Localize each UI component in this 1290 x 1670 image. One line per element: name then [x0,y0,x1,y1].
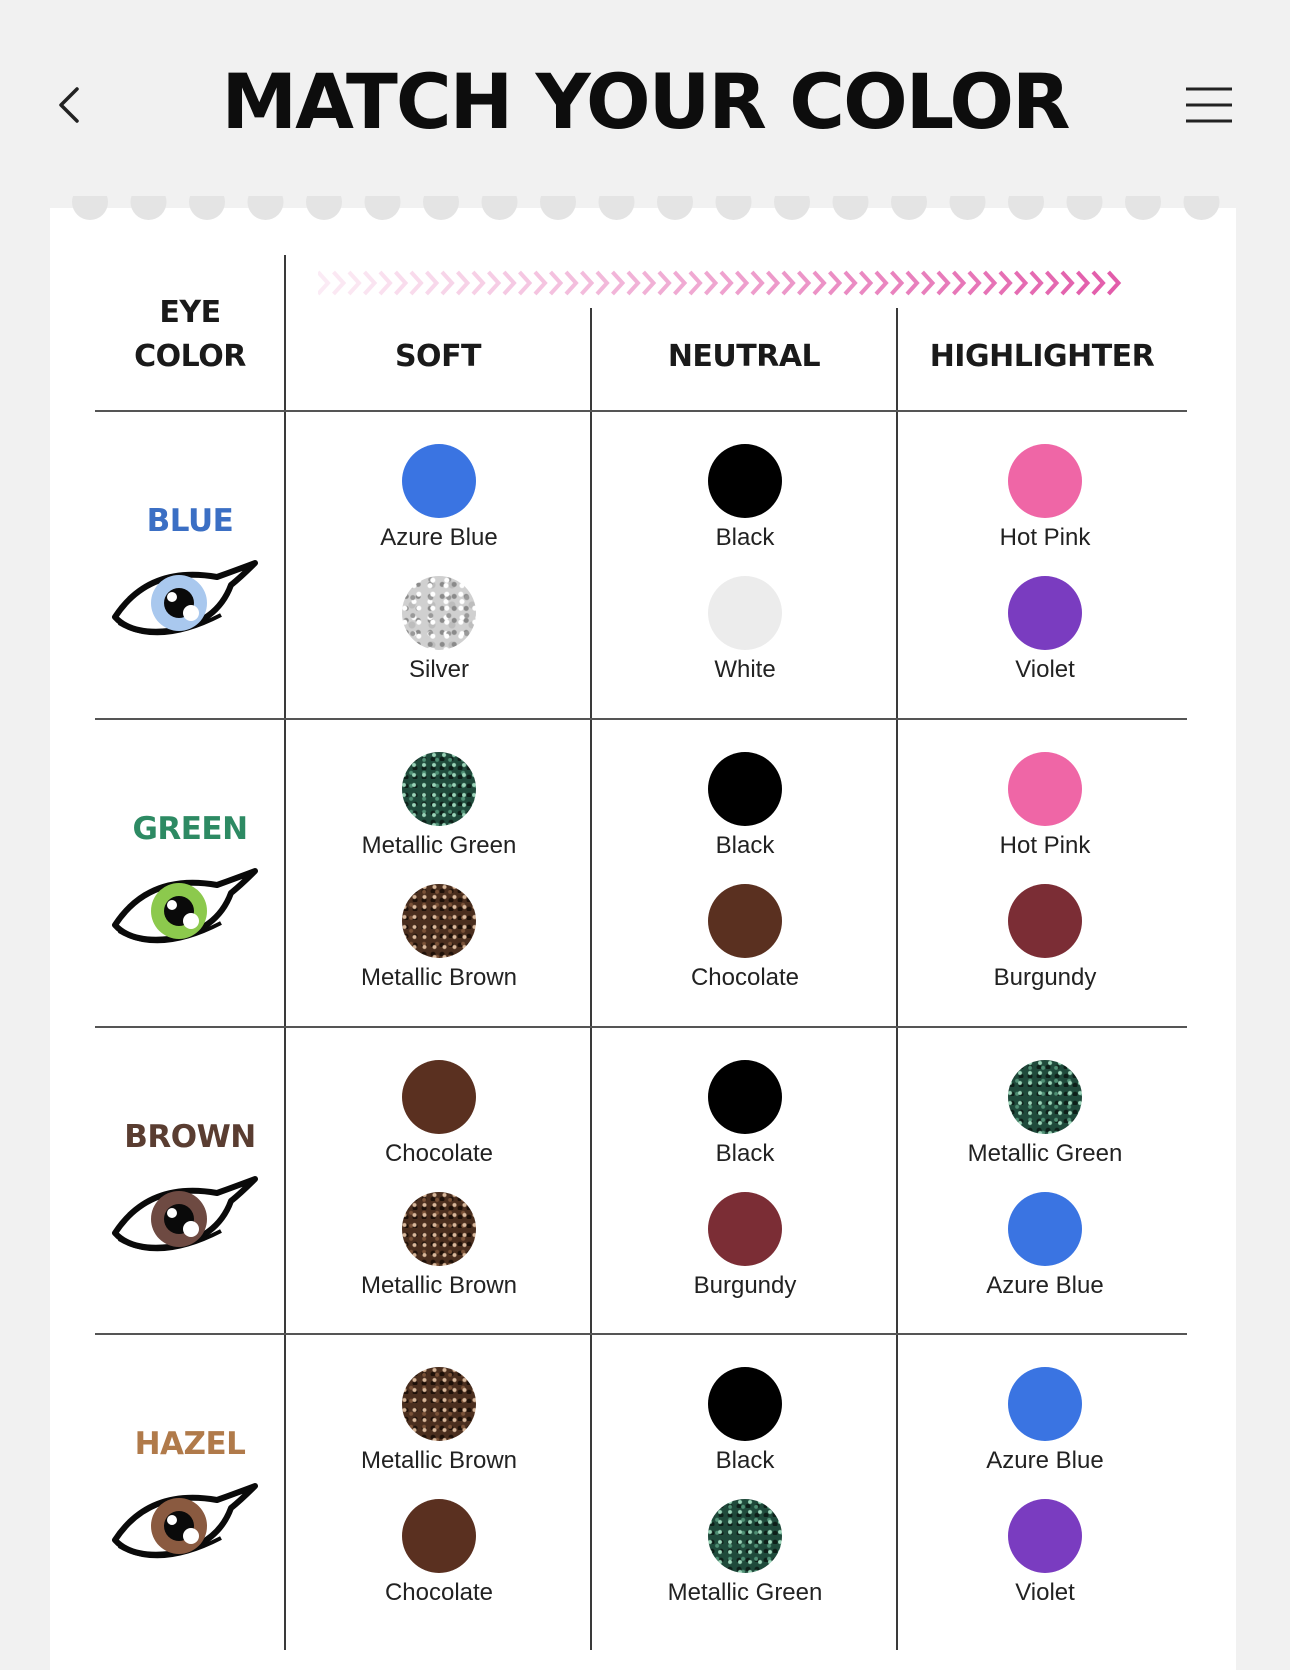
menu-button[interactable] [1176,70,1242,140]
shade-black[interactable] [595,444,895,552]
pink-chevron-arrows-icon [318,268,1150,298]
shade-silver[interactable] [289,576,589,684]
color-swatch [708,884,782,958]
shade-label: Hot Pink [999,524,1091,551]
color-swatch [1008,1499,1082,1573]
color-swatch [402,1192,476,1266]
shade-chocolate[interactable] [289,1060,589,1168]
color-swatch [402,1499,476,1573]
color-swatch [1008,1060,1082,1134]
divider-vertical-soft [590,308,592,1650]
scalloped-edge [50,196,1236,226]
color-swatch [708,444,782,518]
shade-white[interactable] [595,576,895,684]
page-title: MATCH YOUR COLOR [221,57,1069,146]
eye-icon [109,859,259,955]
eye-icon [109,551,259,647]
color-swatch [708,1060,782,1134]
color-swatch [1008,1192,1082,1266]
shade-violet[interactable] [895,576,1195,684]
eye-color-header [95,285,285,385]
shade-hot-pink[interactable] [895,444,1195,552]
color-swatch [708,752,782,826]
color-swatch [708,576,782,650]
eye-color-header-line1: EYE [159,295,221,330]
shade-metallic-green[interactable] [595,1499,895,1607]
shade-label: Burgundy [993,964,1097,991]
shade-label: White [714,656,776,683]
color-swatch [1008,444,1082,518]
shade-azure-blue[interactable] [895,1192,1195,1300]
column-header-highlighter: HIGHLIGHTER [929,339,1155,374]
shade-label: Silver [408,656,469,683]
shade-label: Black [715,832,775,859]
shade-label: Chocolate [384,1140,494,1167]
shade-label: Metallic Green [361,832,517,859]
shade-burgundy[interactable] [595,1192,895,1300]
shade-metallic-green[interactable] [289,752,589,860]
shade-label: Metallic Brown [360,964,518,991]
shade-burgundy[interactable] [895,884,1195,992]
color-swatch [708,1499,782,1573]
eye-color-label: GREEN [132,811,248,847]
shade-label: Azure Blue [986,1447,1104,1474]
color-swatch [402,444,476,518]
shade-label: Azure Blue [986,1272,1104,1299]
color-swatch [1008,1367,1082,1441]
chevron-left-icon [53,83,83,127]
shade-label: Metallic Brown [360,1272,518,1299]
shade-metallic-green[interactable] [895,1060,1195,1168]
shade-label: Chocolate [384,1579,494,1606]
color-swatch [402,752,476,826]
shade-label: Metallic Green [667,1579,823,1606]
shade-violet[interactable] [895,1499,1195,1607]
shade-chocolate[interactable] [595,884,895,992]
color-swatch [1008,884,1082,958]
eye-icon [109,1167,259,1263]
top-bar [0,0,1290,200]
color-swatch [708,1192,782,1266]
eye-color-label: HAZEL [134,1426,246,1462]
color-swatch [1008,752,1082,826]
shade-black[interactable] [595,1367,895,1475]
shade-azure-blue[interactable] [895,1367,1195,1475]
color-swatch [402,576,476,650]
shade-label: Metallic Brown [360,1447,518,1474]
color-swatch [402,1060,476,1134]
shade-black[interactable] [595,752,895,860]
shade-label: Metallic Green [967,1140,1123,1167]
shade-label: Violet [1015,656,1075,683]
shade-label: Violet [1015,1579,1075,1606]
eye-row-brown [95,1027,285,1327]
color-swatch [708,1367,782,1441]
shade-azure-blue[interactable] [289,444,589,552]
color-swatch [402,884,476,958]
shade-label: Chocolate [690,964,800,991]
eye-row-green [95,719,285,1019]
shade-label: Azure Blue [380,524,498,551]
column-header-soft: SOFT [394,339,482,374]
column-header-neutral: NEUTRAL [667,339,821,374]
shade-label: Black [715,524,775,551]
hamburger-menu-icon [1184,83,1234,127]
shade-label: Hot Pink [999,832,1091,859]
shade-chocolate[interactable] [289,1499,589,1607]
back-button[interactable] [40,70,96,140]
shade-metallic-brown[interactable] [289,1367,589,1475]
eye-color-label: BLUE [146,503,234,539]
shade-metallic-brown[interactable] [289,884,589,992]
shade-metallic-brown[interactable] [289,1192,589,1300]
eye-row-hazel [95,1334,285,1634]
shade-black[interactable] [595,1060,895,1168]
eye-color-label: BROWN [124,1119,256,1155]
eye-icon [109,1474,259,1570]
color-swatch [402,1367,476,1441]
color-swatch [1008,576,1082,650]
eye-row-blue [95,411,285,711]
shade-hot-pink[interactable] [895,752,1195,860]
shade-label: Black [715,1447,775,1474]
shade-label: Burgundy [693,1272,797,1299]
eye-color-header-line2: COLOR [134,339,246,374]
shade-label: Black [715,1140,775,1167]
